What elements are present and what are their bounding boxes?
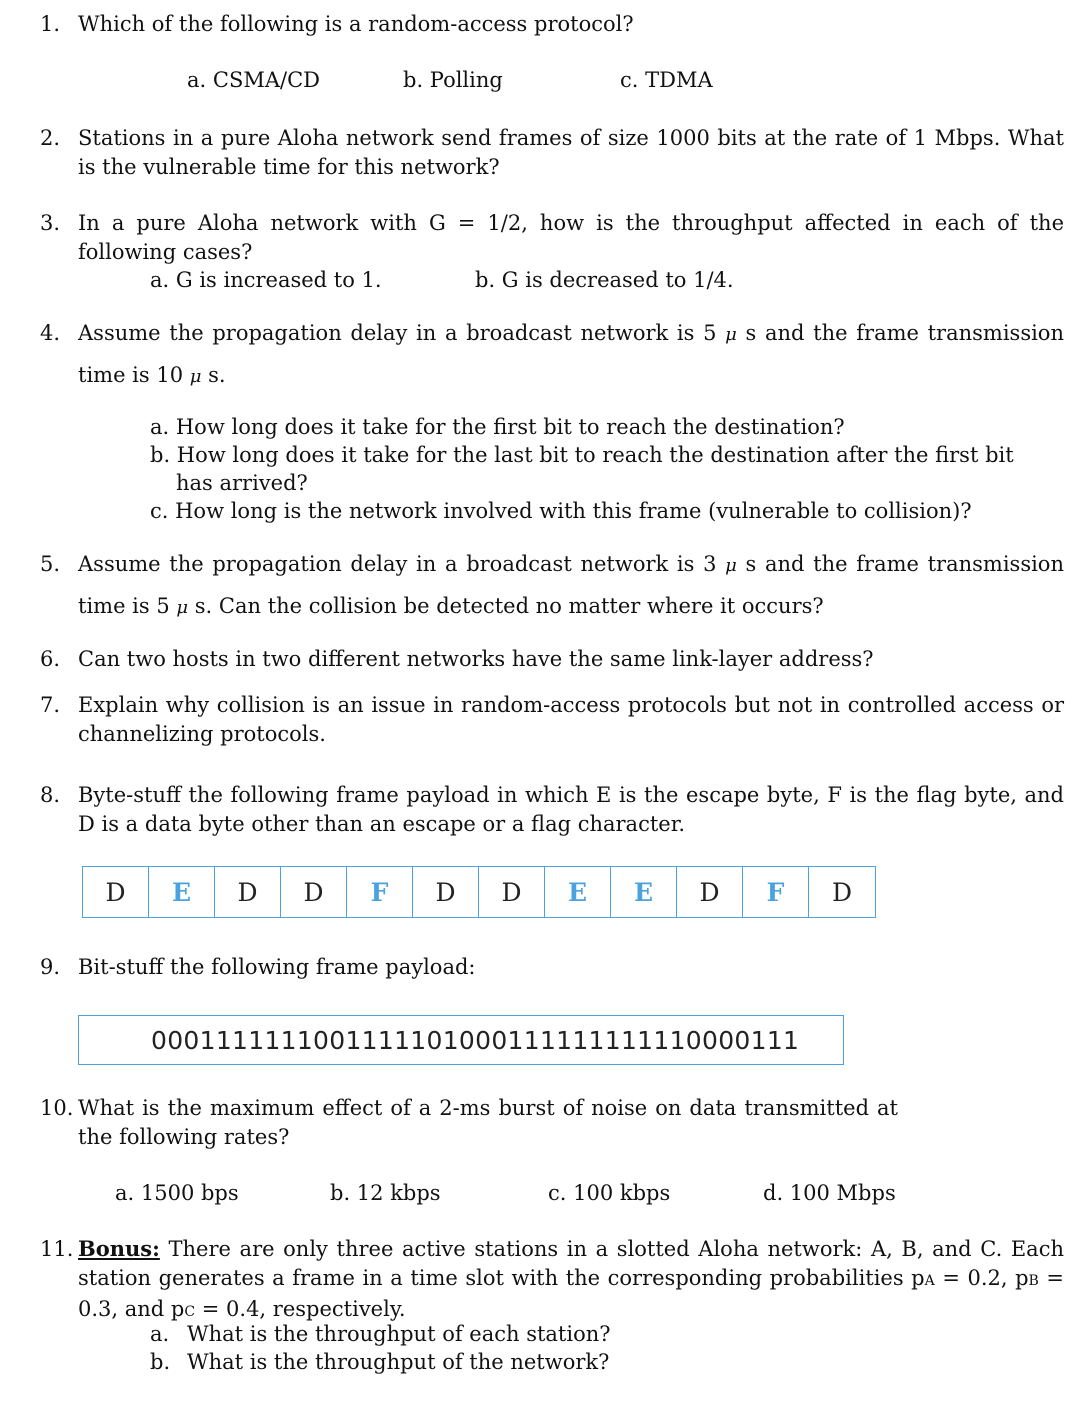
q11-sub-b-letter: b. (150, 1350, 171, 1374)
q11-text: Bonus: There are only three active stations in a slotted Aloha network: A, B, and C. Each station generates a frame in a time slot with the corresponding probabilities pA = 0.2, pB = 0.3, and pC = 0.4, respectively. (78, 1236, 1065, 1321)
q5-text: Assume the propagation delay in a broadcast network is 3 μ s and the frame transmission time is 5 μ s. Can the collision be detected no matter where it occurs? (78, 552, 1064, 618)
byte-cell: E (149, 867, 215, 917)
byte-cell: F (743, 867, 809, 917)
q11-sub-b: What is the throughput of the network? (187, 1350, 610, 1374)
q3-option-a: a. G is increased to 1. (150, 268, 382, 292)
q4-sub-a: a. How long does it take for the first bit to reach the destination? (150, 415, 845, 439)
byte-cell: D (479, 867, 545, 917)
byte-cell: D (215, 867, 281, 917)
q4-sub-b: b. How long does it take for the last bit to reach the destination after the first bit has arrived? (150, 443, 1014, 495)
q9-text: Bit-stuff the following frame payload: (78, 955, 476, 979)
q11-sub-a: What is the throughput of each station? (187, 1322, 611, 1346)
byte-cell: D (677, 867, 743, 917)
q10-number: 10. (40, 1096, 74, 1120)
byte-cell: D (831, 877, 853, 907)
q8-number: 8. (40, 783, 61, 807)
byte-cell: D (281, 867, 347, 917)
q5-number: 5. (40, 552, 61, 576)
byte-cell: F (347, 867, 413, 917)
byte-cell: D (413, 867, 479, 917)
q1-text: Which of the following is a random-access protocol? (78, 12, 634, 36)
q1-option-b: b. Polling (403, 68, 503, 92)
q4-sub-questions (150, 413, 1030, 525)
q6-text: Can two hosts in two different networks have the same link-layer address? (78, 647, 874, 671)
bit-string: 0001111111001111101000111111111110000111 (151, 1025, 800, 1055)
q7-text: Explain why collision is an issue in random-access protocols but not in controlled access or channelizing protocols. (78, 693, 1064, 746)
q2-text: Stations in a pure Aloha network send frames of size 1000 bits at the rate of 1 Mbps. What is the vulnerable time for this network? (78, 126, 1064, 179)
q3-text: In a pure Aloha network with G = 1/2, how is the throughput affected in each of the following cases? (78, 211, 1064, 264)
byte-frame-payload (82, 866, 876, 918)
byte-cell: E (545, 867, 611, 917)
q4-sub-c: c. How long is the network involved with this frame (vulnerable to collision)? (150, 499, 972, 523)
q1-number: 1. (40, 12, 61, 36)
q11-sub-a-letter: a. (150, 1322, 170, 1346)
q10-option-a: a. 1500 bps (115, 1181, 239, 1205)
q6-number: 6. (40, 647, 61, 671)
q10-option-b: b. 12 kbps (330, 1181, 441, 1205)
q7-number: 7. (40, 693, 61, 717)
q1-option-a: a. CSMA/CD (187, 68, 320, 92)
q1-option-c: c. TDMA (620, 68, 713, 92)
q10-option-d: d. 100 Mbps (763, 1181, 896, 1205)
q2-number: 2. (40, 126, 61, 150)
q8-text: Byte-stuff the following frame payload in which E is the escape byte, F is the flag byte, and D is a data byte other than an escape or a flag character. (78, 783, 1064, 836)
bit-frame-payload (78, 1015, 844, 1065)
q11-number: 11. (40, 1237, 74, 1261)
q10-option-c: c. 100 kbps (548, 1181, 671, 1205)
q4-text: Assume the propagation delay in a broadcast network is 5 μ s and the frame transmission time is 10 μ s. (78, 321, 1064, 387)
q4-mu-symbol: μ (725, 324, 737, 345)
q3-number: 3. (40, 211, 61, 235)
byte-cell: E (611, 867, 677, 917)
q3-option-b: b. G is decreased to 1/4. (475, 268, 734, 292)
bonus-label: Bonus: (78, 1236, 160, 1261)
q9-number: 9. (40, 955, 61, 979)
q10-text: What is the maximum effect of a 2-ms burst of noise on data transmitted at the following rates? (78, 1096, 898, 1149)
q4-number: 4. (40, 321, 61, 345)
byte-cell: D (83, 867, 149, 917)
